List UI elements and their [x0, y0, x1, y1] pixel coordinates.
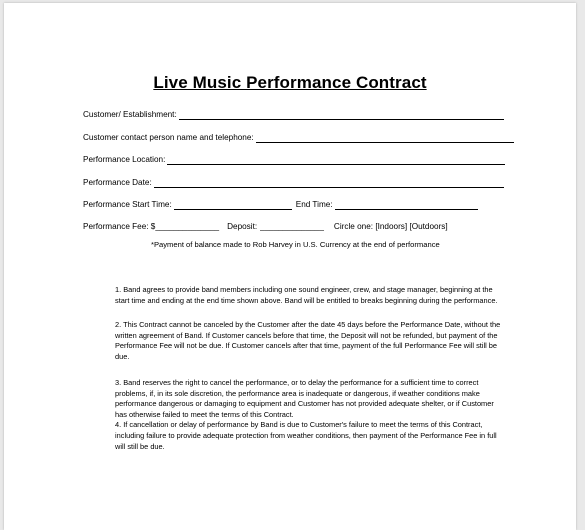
fee-label: Performance Fee: $ — [83, 222, 156, 231]
deposit-label: Deposit: — [227, 222, 258, 231]
clause-line: 4. If cancellation or delay of performance by Band is due to Customer's failure to meet the terms of this Contract, — [115, 420, 483, 430]
clause-line: will still be due. — [115, 441, 165, 451]
location-line[interactable] — [167, 155, 505, 165]
customer-field — [83, 110, 504, 120]
contact-line[interactable] — [256, 133, 514, 143]
clause-line: start time and ending at the end time shown above. Band will be entitled to breaks beginning during the performance. — [115, 295, 498, 305]
contact-field — [83, 133, 514, 143]
fee-field — [83, 222, 448, 232]
clause-1 — [115, 285, 510, 306]
location-label: Performance Location: — [83, 155, 166, 164]
date-line[interactable] — [154, 178, 504, 188]
circle-one-label: Circle one: [Indoors] [Outdoors] — [333, 222, 448, 231]
clause-line: 1. Band agrees to provide band members including one sound engineer, crew, and stage manager, beginning at the — [115, 285, 493, 294]
deposit-blank[interactable]: ______________ — [260, 222, 324, 231]
date-label: Performance Date: — [83, 178, 152, 187]
fee-blank[interactable]: ______________ — [155, 222, 220, 231]
customer-label: Customer/ Establishment: — [83, 110, 177, 119]
start-time-label: Performance Start Time: — [83, 200, 172, 209]
clause-line: problems, if, in its sole discretion, the performance area is inadequate or dangerous, if weather conditions make — [115, 388, 480, 398]
clause-line: 3. Band reserves the right to cancel the performance, or to delay the performance for a sufficient time to correct — [115, 378, 479, 387]
end-time-line[interactable] — [335, 200, 478, 210]
clause-line: due. — [115, 351, 130, 361]
end-time-label: End Time: — [295, 200, 333, 209]
clause-2 — [115, 320, 510, 362]
customer-line[interactable] — [179, 110, 504, 120]
clause-3-4 — [115, 378, 510, 452]
start-time-line[interactable] — [174, 200, 292, 210]
clause-line: written agreement of Band. If Customer cancels before that time, the Deposit will not be refunded, but payment of the — [115, 330, 498, 340]
payment-note: *Payment of balance made to Rob Harvey in U.S. Currency at the end of performance — [151, 240, 440, 249]
clause-line: 2. This Contract cannot be canceled by the Customer after the date 45 days before the Performance Date, without the — [115, 320, 501, 329]
location-field — [83, 155, 505, 165]
date-field — [83, 178, 504, 188]
page-title: Live Music Performance Contract — [153, 73, 427, 92]
clause-line: performance dangerous or damaging to equipment and Customer has not provided adequate shelter, or if Customer — [115, 399, 494, 409]
contact-label: Customer contact person name and telephone: — [83, 133, 254, 142]
clause-line: Performance Fee will not be due. If Customer cancels after that time, payment of the full Performance Fee will still be — [115, 341, 498, 351]
clause-line: including failure to provide adequate protection from weather conditions, then payment of the Performance Fee in full — [115, 430, 497, 440]
clause-line: has otherwise failed to meet the terms of this Contract. — [115, 409, 294, 419]
time-field — [83, 200, 478, 210]
